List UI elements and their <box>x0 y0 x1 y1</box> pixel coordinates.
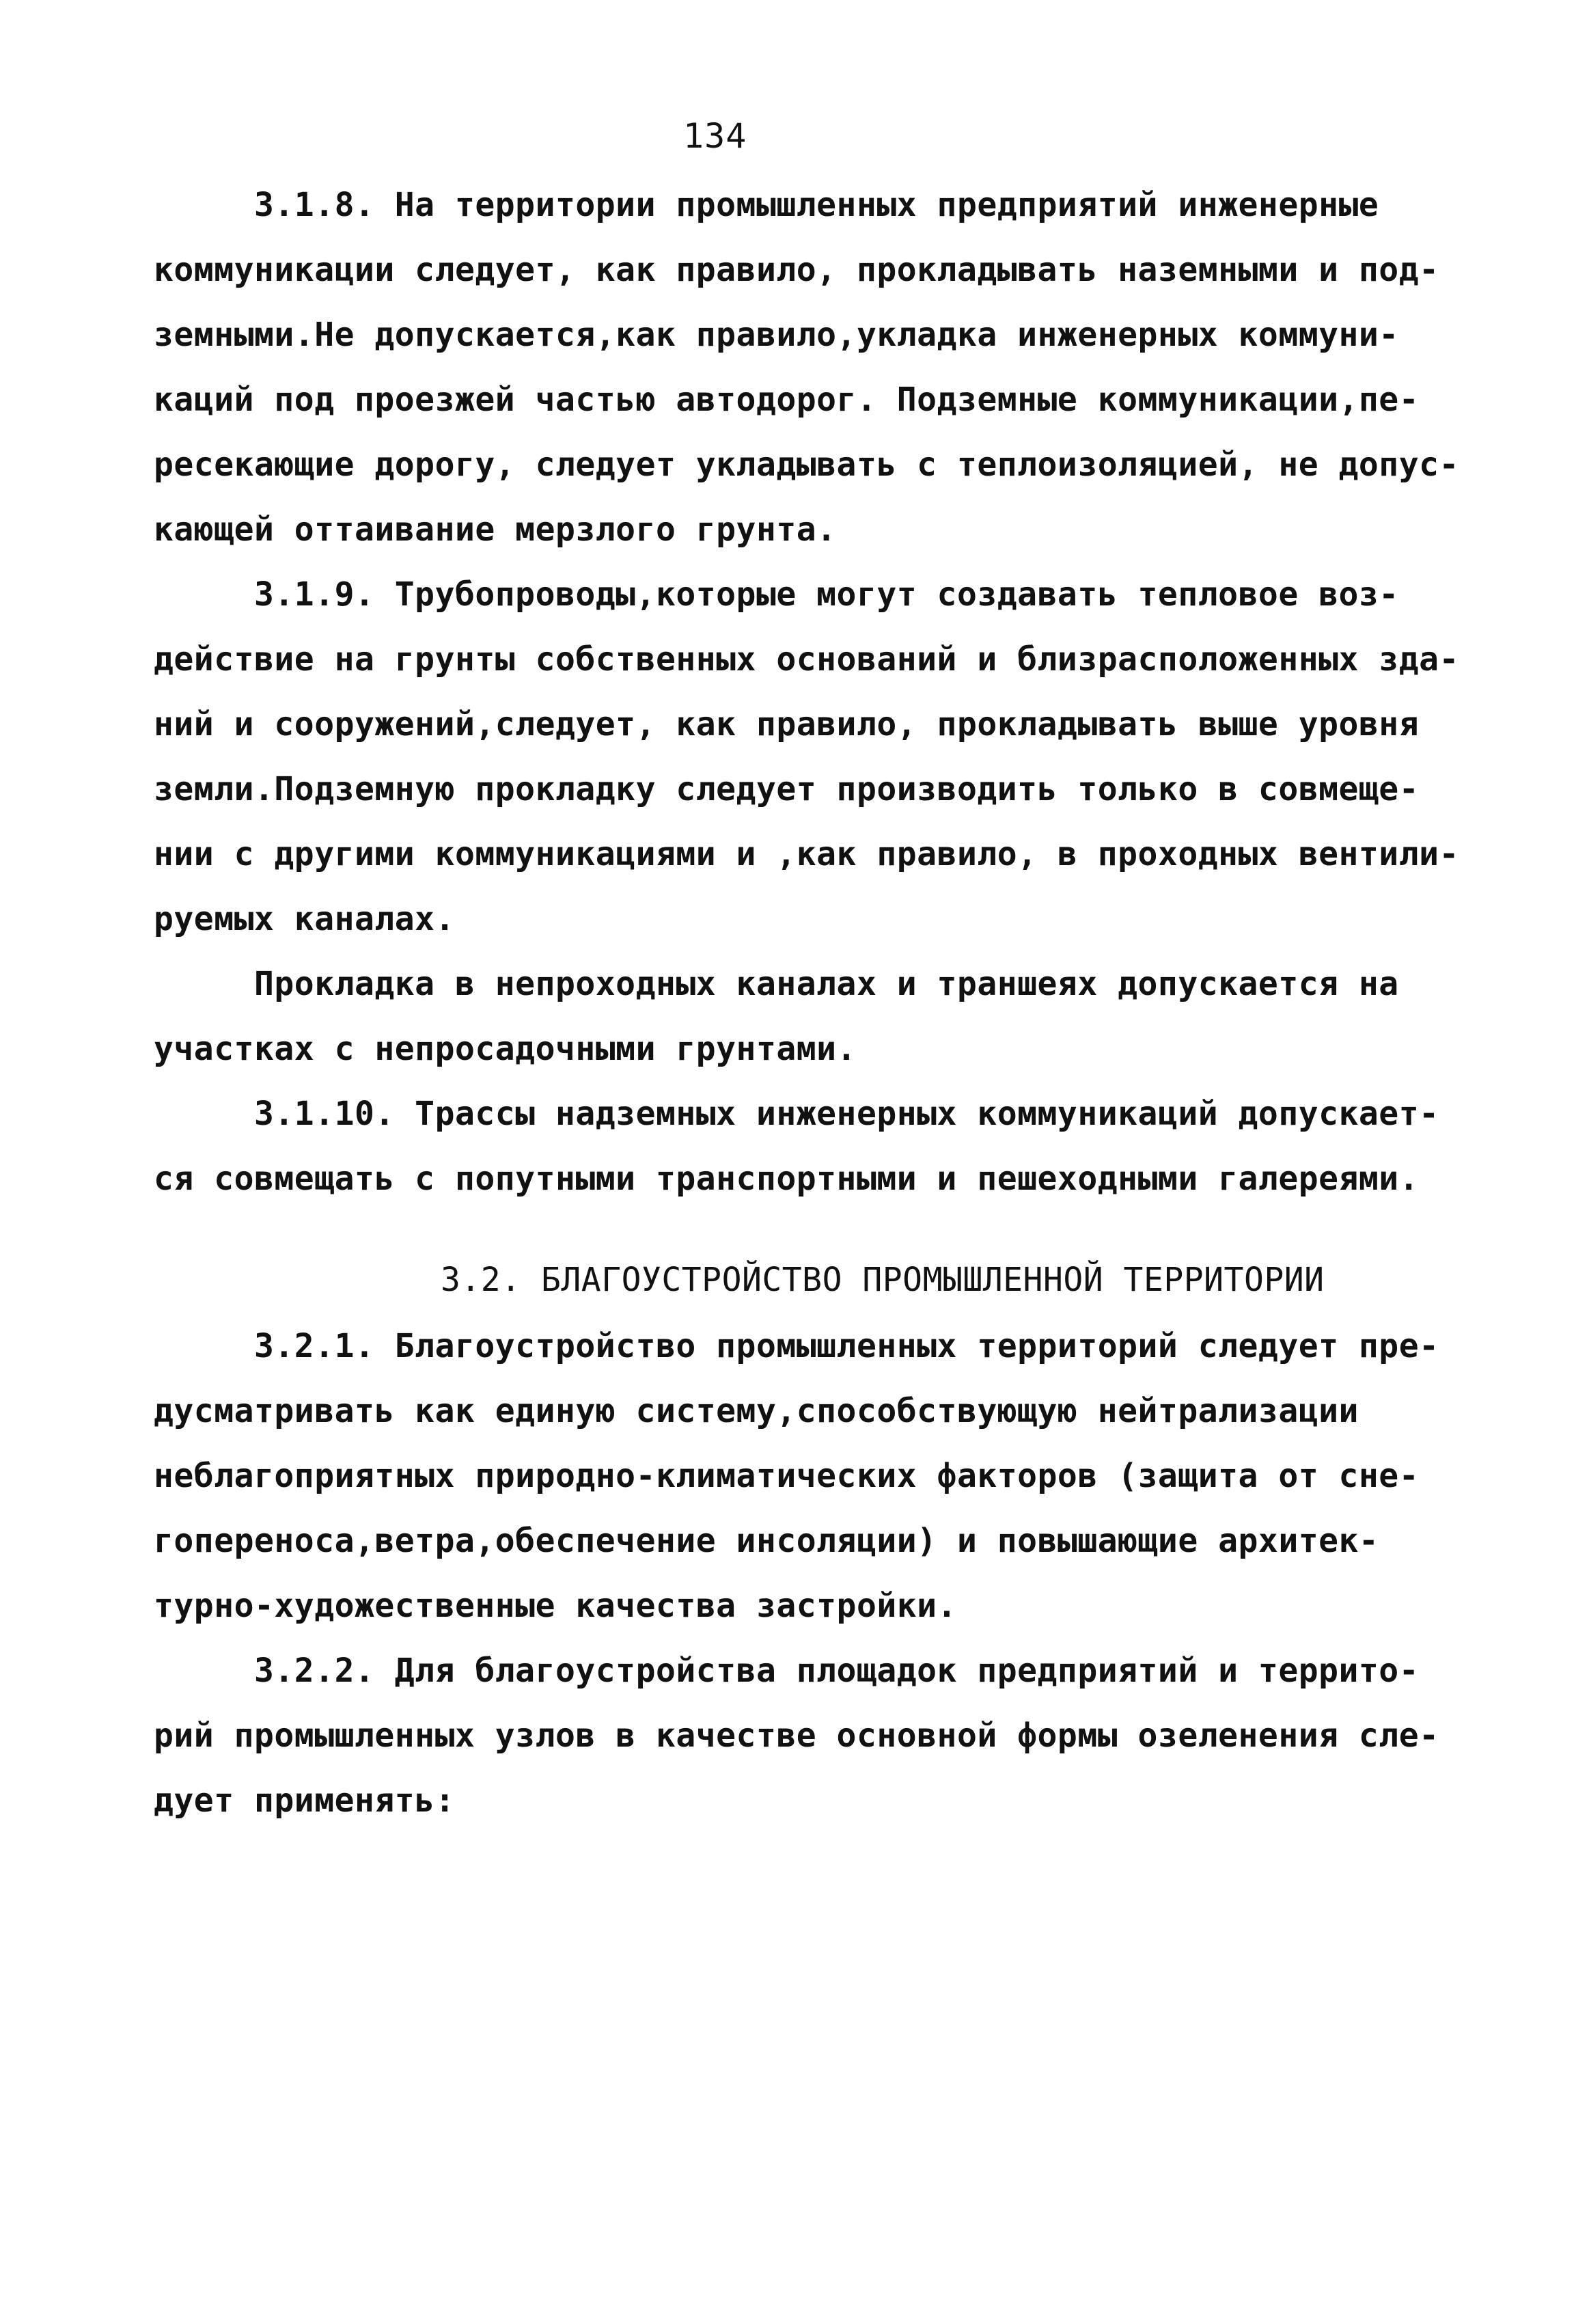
page-number: 134 <box>683 116 747 156</box>
text-line: земными.Не допускается,как правило,укладка инженерных коммуни- <box>154 316 1399 354</box>
text-line: каций под проезжей частью автодорог. Подземные коммуникации,пе- <box>154 381 1420 419</box>
text-line: земли.Подземную прокладку следует производить только в совмеще- <box>154 770 1420 808</box>
text-line: нии с другими коммуникациями и ,как правило, в проходных вентили- <box>154 835 1459 873</box>
text-line: 3.1.9. Трубопроводы,которые могут создавать тепловое воз- <box>154 575 1399 614</box>
text-line: коммуникации следует, как правило, прокладывать наземными и под- <box>154 251 1439 289</box>
text-line: дует применять: <box>154 1781 455 1820</box>
text-line: кающей оттаивание мерзлого грунта. <box>154 510 837 549</box>
text-line: руемых каналах. <box>154 900 455 938</box>
text-line: турно-художественные качества застройки. <box>154 1587 957 1625</box>
text-line: гопереноса,ветра,обеспечение инсоляции) и повышающие архитек- <box>154 1522 1379 1560</box>
text-line: неблагоприятных природно-климатических факторов (защита от сне- <box>154 1457 1420 1495</box>
text-line: дусматривать как единую систему,способствующую нейтрализации <box>154 1392 1359 1430</box>
text-line: 3.1.10. Трассы надземных инженерных коммуникаций допускает- <box>154 1095 1439 1133</box>
text-line: 3.2.2. Для благоустройства площадок предприятий и террито- <box>154 1652 1420 1690</box>
text-line: 3.2.1. Благоустройство промышленных территорий следует пре- <box>154 1327 1439 1365</box>
text-line: ний и сооружений,следует, как правило, прокладывать выше уровня <box>154 705 1420 743</box>
text-line: ся совмещать с попутными транспортными и пешеходными галереями. <box>154 1160 1420 1198</box>
text-line: рий промышленных узлов в качестве основной формы озеленения сле- <box>154 1717 1439 1755</box>
text-line: участках с непросадочными грунтами. <box>154 1030 857 1068</box>
text-line: 3.1.8. На территории промышленных предприятий инженерные <box>154 186 1379 224</box>
text-line: действие на грунты собственных оснований и близрасположенных зда- <box>154 640 1459 679</box>
section-heading: 3.2. БЛАГОУСТРОЙСТВО ПРОМЫШЛЕННОЙ ТЕРРИТОРИИ <box>441 1261 1325 1299</box>
text-line: ресекающие дорогу, следует укладывать с теплоизоляцией, не допус- <box>154 446 1459 484</box>
text-line: Прокладка в непроходных каналах и траншеях допускается на <box>154 965 1399 1003</box>
